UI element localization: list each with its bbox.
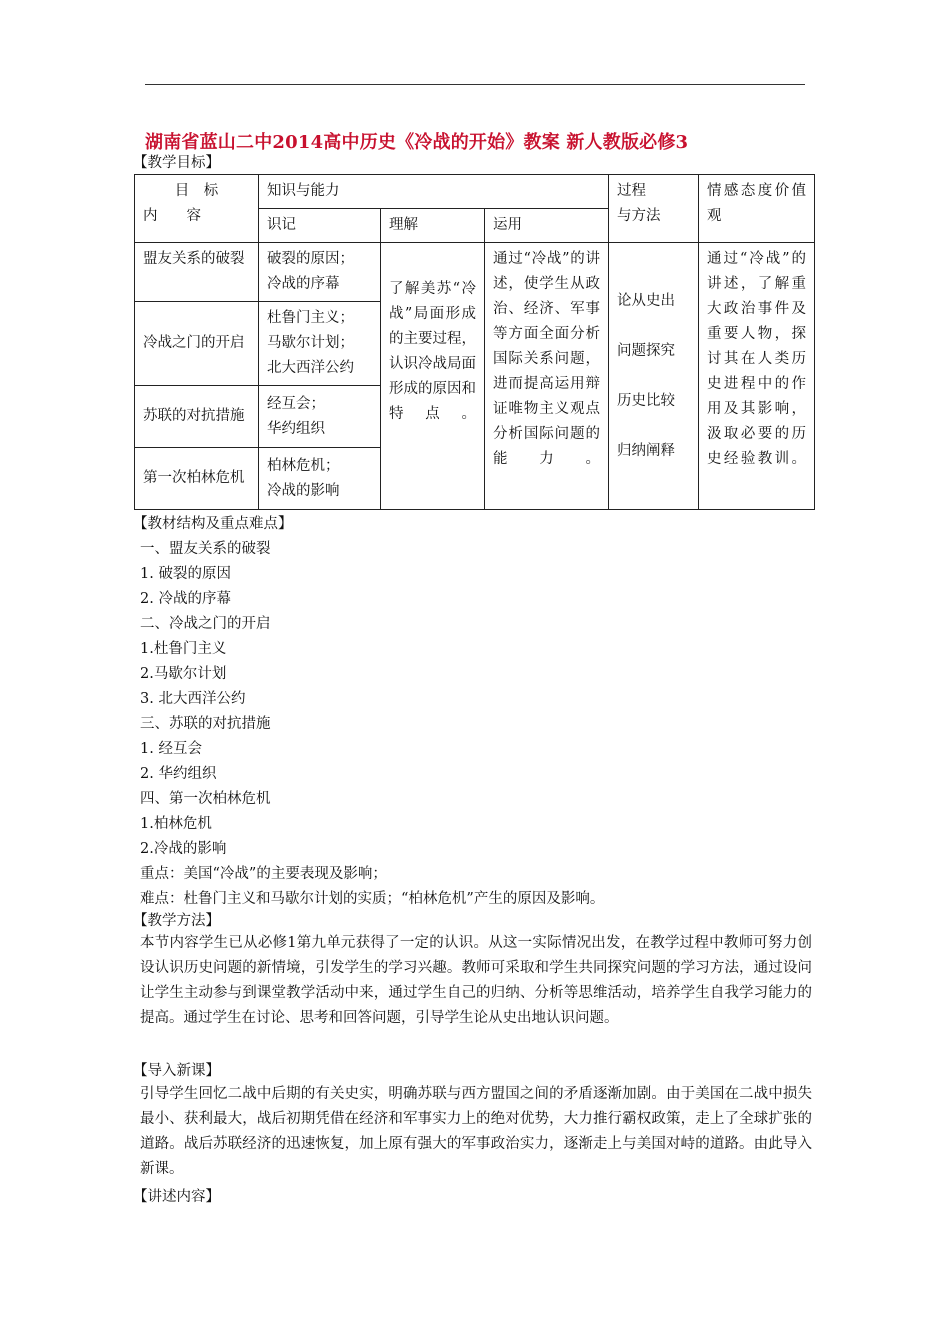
outline-item: 二、冷战之门的开启 [140, 616, 271, 632]
recall-line: 柏林危机； [267, 457, 340, 474]
topic-cell: 盟友关系的破裂 [135, 243, 259, 302]
recall-cell [259, 243, 381, 302]
header-recall: 识记 [259, 209, 381, 243]
document-title: 湖南省蓝山二中2014高中历史《冷战的开始》教案 新人教版必修3 [145, 132, 689, 153]
topic-cell: 苏联的对抗措施 [135, 386, 259, 448]
header-process-line2: 与方法 [617, 208, 661, 224]
intro-heading: 【导入新课】 [133, 1063, 220, 1079]
recall-line: 华约组织 [267, 420, 325, 437]
outline-item: 一、盟友关系的破裂 [140, 541, 271, 557]
recall-line: 经互会； [267, 395, 325, 412]
difficult-point: 难点：杜鲁门主义和马歇尔计划的实质；“柏林危机”产生的原因及影响。 [140, 891, 605, 907]
recall-cell [259, 448, 381, 510]
apply-cell: 通过“冷战”的讲述，使学生从政治、经济、军事等方面全面分析国际关系问题，进而提高运用辩证唯物主义观点分析国际问题的能力。 [485, 243, 609, 510]
outline-item: 1. 经互会 [140, 741, 202, 757]
header-rule [145, 84, 805, 85]
topic-cell: 冷战之门的开启 [135, 302, 259, 386]
method-item: 论从史出 [617, 293, 676, 309]
outline-item: 三、苏联的对抗措施 [140, 716, 271, 732]
structure-heading: 【教材结构及重点难点】 [133, 516, 293, 532]
emotion-cell: 通过“冷战”的讲述，了解重大政治事件及重要人物，探讨其在人类历史进程中的作用及其影响，汲取必要的历史经验教训。 [699, 243, 815, 510]
recall-line: 北大西洋公约 [267, 360, 354, 376]
outline-item: 2.冷战的影响 [140, 841, 227, 857]
header-target-top: 目 标 [174, 183, 219, 199]
outline-item: 四、第一次柏林危机 [140, 791, 271, 807]
header-process-line1: 过程 [617, 183, 647, 199]
outline-item: 1.柏林危机 [140, 816, 212, 832]
header-knowledge: 知识与能力 [259, 175, 609, 209]
goals-heading: 【教学目标】 [133, 155, 220, 171]
recall-line: 杜鲁门主义； [267, 310, 354, 326]
method-item: 问题探究 [617, 343, 676, 359]
outline-item: 2.马歇尔计划 [140, 666, 227, 682]
recall-line: 马歇尔计划； [267, 335, 354, 351]
outline-item: 1.杜鲁门主义 [140, 641, 227, 657]
key-point: 重点：美国“冷战”的主要表现及影响； [140, 866, 387, 882]
header-target-bottom: 内 容 [143, 208, 201, 224]
content-heading: 【讲述内容】 [133, 1189, 220, 1205]
intro-paragraph: 引导学生回忆二战中后期的有关史实，明确苏联与西方盟国之间的矛盾逐渐加剧。由于美国在二战中损失最小、获利最大，战后初期凭借在经济和军事实力上的绝对优势，大力推行霸权政策，走上了全球扩张的道路。战后苏联经济的迅速恢复，加上原有强大的军事政治实力，逐渐走上与美国对峙的道路。由此导入新课。 [140, 1086, 812, 1177]
outline-item: 1. 破裂的原因 [140, 566, 231, 582]
header-process [609, 175, 699, 243]
outline-item: 2. 冷战的序幕 [140, 591, 231, 607]
method-paragraph: 本节内容学生已从必修1第九单元获得了一定的认识。从这一实际情况出发，在教学过程中教师可努力创设认识历史问题的新情境，引发学生的学习兴趣。教师可采取和学生共同探究问题的学习方法，通过设问让学生主动参与到课堂教学活动中来，通过学生自己的归纳、分析等思维活动，培养学生自我学习能力的提高。通过学生在讨论、思考和回答问题，引导学生论从史出地认识问题。 [140, 935, 812, 1026]
recall-cell [259, 386, 381, 448]
header-understand: 理解 [381, 209, 485, 243]
goals-table [134, 174, 815, 510]
method-heading: 【教学方法】 [133, 913, 220, 929]
recall-cell [259, 302, 381, 386]
methods-cell [609, 243, 699, 510]
header-target-content [135, 175, 259, 243]
header-emotion: 情感态度价值观 [699, 175, 815, 243]
outline-item: 3. 北大西洋公约 [140, 691, 246, 707]
topic-cell: 第一次柏林危机 [135, 448, 259, 510]
outline-item: 2. 华约组织 [140, 766, 217, 782]
recall-line: 破裂的原因； [267, 251, 354, 267]
header-apply: 运用 [485, 209, 609, 243]
method-item: 归纳阐释 [617, 443, 676, 459]
understand-cell: 了解美苏“冷战”局面形成的主要过程，认识冷战局面形成的原因和特点。 [381, 243, 485, 510]
recall-line: 冷战的影响 [267, 482, 340, 499]
method-item: 历史比较 [617, 393, 676, 409]
recall-line: 冷战的序幕 [267, 276, 340, 292]
